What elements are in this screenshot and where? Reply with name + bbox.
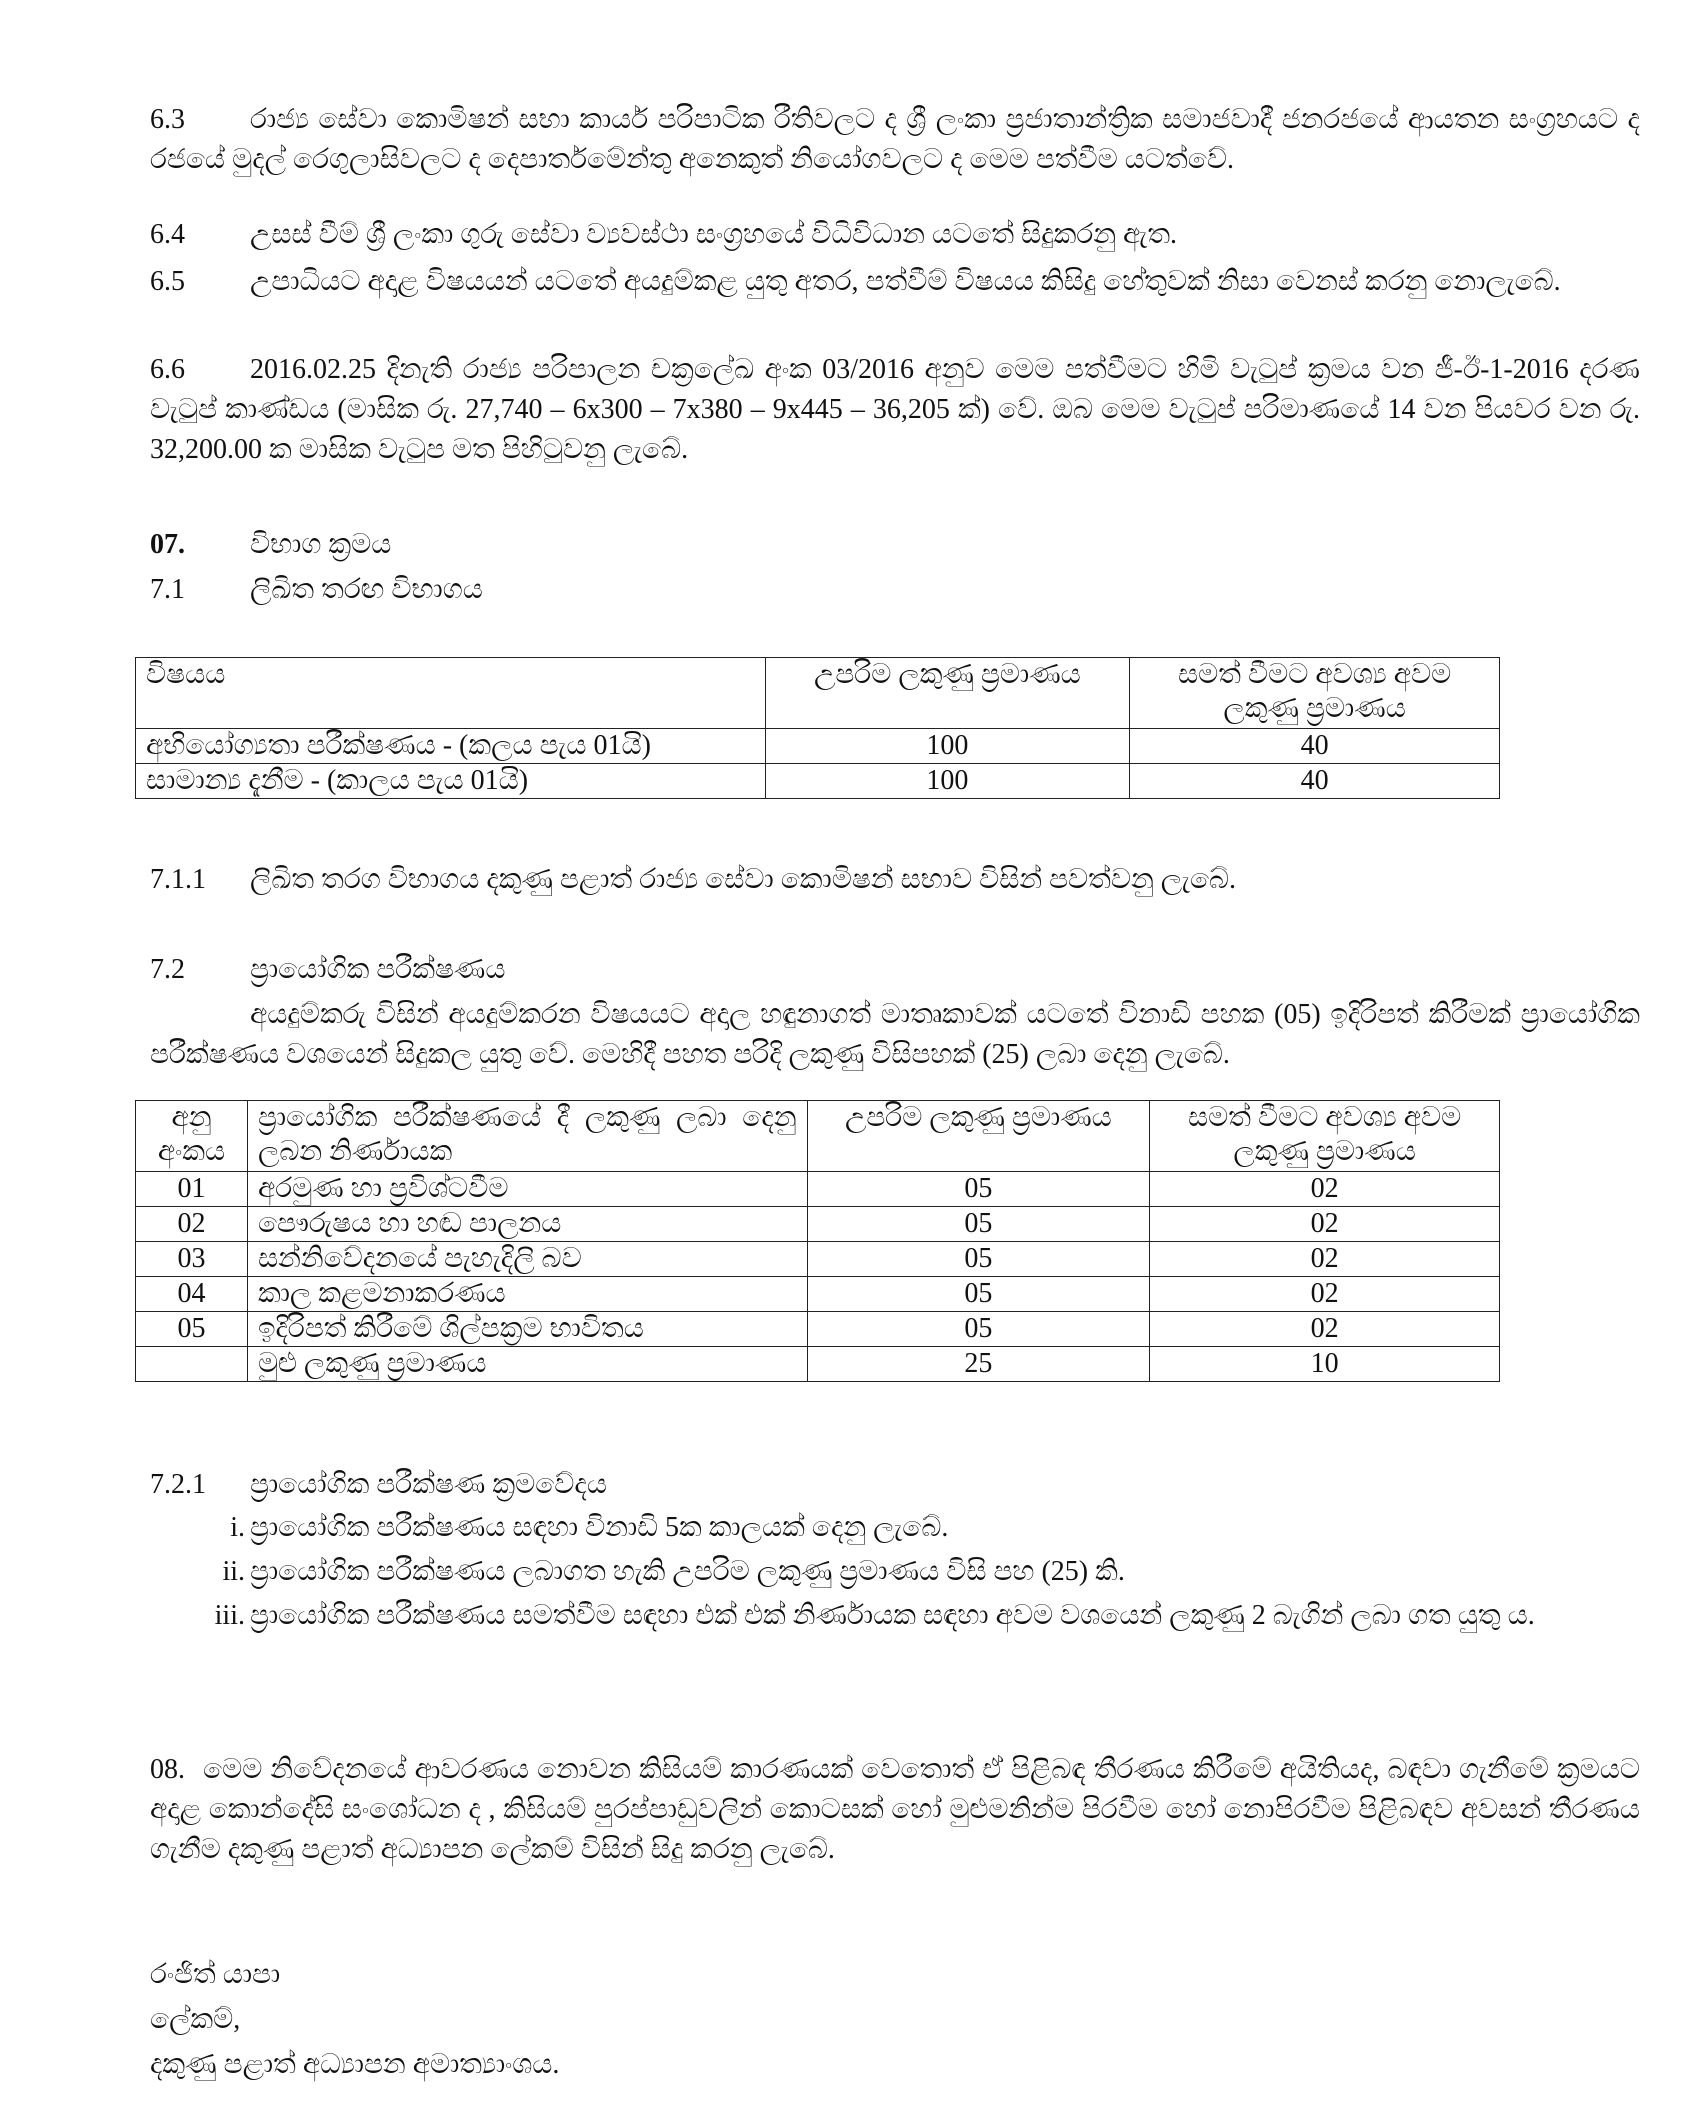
pass-marks-cell: 02	[1150, 1242, 1500, 1277]
section-7-2-1-heading	[150, 1465, 607, 1505]
signature-name: රංජිත් යාපා	[150, 1959, 281, 1990]
section-number: 7.2	[150, 954, 185, 985]
header-max-marks: උපරිම ලකුණු ප්‍රමාණය	[807, 1101, 1150, 1172]
subject-cell: අභියෝග්‍යතා පරීක්ෂණය - (කලය පැය 01යි)	[136, 729, 766, 764]
max-marks-cell: 05	[807, 1242, 1150, 1277]
criteria-cell: අරමුණ හා ප්‍රවිශ්ටවීම	[247, 1172, 807, 1207]
serial-cell	[136, 1347, 248, 1382]
table-total-row	[136, 1347, 1500, 1382]
section-6-6	[150, 350, 1640, 470]
list-item	[150, 1552, 1640, 1592]
header-max-marks: උපරිම ලකුණු ප්‍රමාණය	[765, 658, 1130, 729]
header-subject: විෂයය	[136, 658, 766, 729]
section-title: ප්‍රායෝගික පරීක්ෂණ ක්‍රමවේදය	[250, 1469, 607, 1500]
table-row	[136, 1242, 1500, 1277]
criteria-cell: පෞරුෂය හා හඬ පාලනය	[247, 1207, 807, 1242]
max-marks-cell: 05	[807, 1207, 1150, 1242]
signature-title: ලේකම්,	[150, 2004, 241, 2035]
max-marks-cell: 05	[807, 1172, 1150, 1207]
section-6-4	[150, 215, 1640, 255]
max-marks-cell: 25	[807, 1347, 1150, 1382]
section-07-heading	[150, 525, 391, 565]
table-header-row	[136, 1101, 1500, 1172]
section-08	[150, 1750, 1640, 1870]
section-number: 6.3	[150, 104, 185, 135]
section-6-5	[150, 262, 1640, 302]
practical-exam-table	[135, 1100, 1500, 1382]
criteria-cell: සන්නිවේදනයේ පැහැදිලි බව	[247, 1242, 807, 1277]
section-number: 7.1	[150, 574, 185, 605]
list-item-text: ප්‍රායෝගික පරීක්ෂණය ලබාගත හැකි උපරිම ලකුණු ප්‍රමාණය විසි පහ (25) කි.	[250, 1556, 1125, 1587]
section-title: විභාග ක්‍රමය	[250, 529, 392, 560]
section-number: 6.4	[150, 219, 185, 250]
section-7-1-1	[150, 860, 1236, 900]
section-text: රාජ්‍ය සේවා කොමිෂන් සභා කාර්ය පරිපාටික රීතිවලට ද ශ්‍රී ලංකා ප්‍රජාතාන්ත්‍රික සමාජවාදී ජනරජයේ ආයතන සංග්‍රහයට ද රජයේ මුදල් රෙගුලාසිවලට ද දෙපාර්තමේන්තු අනෙකුත් නියෝගවලට ද මෙම පත්වීම යටත්වේ.	[150, 104, 1640, 175]
subject-cell: සාමාන්‍ය දැනීම - (කාලය පැය 01යි)	[136, 764, 766, 799]
pass-marks-cell: 02	[1150, 1277, 1500, 1312]
pass-marks-cell: 02	[1150, 1207, 1500, 1242]
section-number: 6.6	[150, 354, 185, 385]
section-number: 7.1.1	[150, 864, 206, 895]
section-text: උපාධියට අදාළ විෂයයන් යටතේ අයදුම්කළ යුතු අතර, පත්වීම් විෂයය කිසිදු හේතුවක් නිසා වෙනස් කරනු නොලැබේ.	[250, 266, 1561, 297]
section-7-2-heading	[150, 950, 505, 990]
list-item	[150, 1596, 1640, 1686]
section-title: ලිඛිත තරඟ විභාගය	[250, 574, 483, 605]
section-6-3	[150, 100, 1640, 180]
table-row	[136, 764, 1500, 799]
max-marks-cell: 05	[807, 1312, 1150, 1347]
list-item	[150, 1508, 1640, 1548]
criteria-cell: ඉදිරිපත් කිරීමේ ශිල්පක්‍රම භාවිතය	[247, 1312, 807, 1347]
list-item-number: i.	[230, 1512, 245, 1543]
list-item-text: ප්‍රායෝගික පරීක්ෂණය සමත්වීම සඳහා එක් එක් නිර්ණායක සඳහා අවම වශයෙන් ලකුණු 2 බැගින් ලබා ගත යුතු ය.	[250, 1600, 1535, 1631]
criteria-cell: කාල කළමනාකරණය	[247, 1277, 807, 1312]
table-row	[136, 1277, 1500, 1312]
written-exam-table	[135, 657, 1500, 799]
serial-cell: 04	[136, 1277, 248, 1312]
signature-office: දකුණු පළාත් අධ්‍යාපන අමාත්‍යාංශය.	[150, 2049, 560, 2080]
header-pass-marks: සමත් වීමට අවශ්‍ය අවම ලකුණු ප්‍රමාණය	[1150, 1101, 1500, 1172]
table-row	[136, 1207, 1500, 1242]
pass-marks-cell: 40	[1130, 764, 1500, 799]
header-serial: අනු අංකය	[136, 1101, 248, 1172]
list-item-number: ii.	[222, 1556, 245, 1587]
max-marks-cell: 05	[807, 1277, 1150, 1312]
table-header-row	[136, 658, 1500, 729]
pass-marks-cell: 10	[1150, 1347, 1500, 1382]
serial-cell: 05	[136, 1312, 248, 1347]
section-title: ප්‍රායෝගික පරීක්ෂණය	[250, 954, 506, 985]
section-number: 08.	[150, 1754, 185, 1785]
pass-marks-cell: 40	[1130, 729, 1500, 764]
section-7-1-heading	[150, 570, 483, 610]
max-marks-cell: 100	[765, 729, 1130, 764]
section-number: 6.5	[150, 266, 185, 297]
section-text: ලිඛිත තරග විභාගය දකුණු පළාත් රාජ්‍ය සේවා කොමිෂන් සභාව විසින් පවත්වනු ලැබේ.	[250, 864, 1237, 895]
section-number: 07.	[150, 529, 185, 560]
table-row	[136, 1312, 1500, 1347]
serial-cell: 01	[136, 1172, 248, 1207]
list-item-text: ප්‍රායෝගික පරීක්ෂණය සඳහා විනාඩි 5ක කාලයක් දෙනු ලැබේ.	[250, 1512, 949, 1543]
serial-cell: 03	[136, 1242, 248, 1277]
criteria-cell: මුළු ලකුණු ප්‍රමාණය	[247, 1347, 807, 1382]
table-row	[136, 729, 1500, 764]
serial-cell: 02	[136, 1207, 248, 1242]
max-marks-cell: 100	[765, 764, 1130, 799]
pass-marks-cell: 02	[1150, 1312, 1500, 1347]
section-number: 7.2.1	[150, 1469, 206, 1500]
header-criteria: ප්‍රායෝගික පරීක්ෂණයේ දී ලකුණු ලබා දෙනු ලබන නිර්ණායක	[247, 1101, 807, 1172]
header-pass-marks: සමත් වීමට අවශ්‍ය අවම ලකුණු ප්‍රමාණය	[1130, 658, 1500, 729]
table-row	[136, 1172, 1500, 1207]
section-text: 2016.02.25 දිනැති රාජ්‍ය පරිපාලන චක්‍රලේඛ අංක 03/2016 අනුව මෙම පත්වීමට හිමි වැටුප් ක්‍රමය වන ජී-ඊ-1-2016 දරණ වැටුප් කාණ්ඩය (මාසික රු. 27,740 – 6x300 – 7x380 – 9x445 – 36,205 ක්) වේ. ඔබ මෙම වැටුප් පරිමාණයේ 14 වන පියවර වන රු. 32,200.00 ක මාසික වැටුප මත පිහිටුවනු ලැබේ.	[150, 354, 1640, 465]
section-text: උසස් වීම් ශ්‍රී ලංකා ගුරු සේවා ව්‍යවස්ථා සංග්‍රහයේ විධිවිධාන යටතේ සිදුකරනු ඇත.	[250, 219, 1178, 250]
pass-marks-cell: 02	[1150, 1172, 1500, 1207]
section-text: මෙම නිවේදනයේ ආවරණය නොවන කිසියම් කාරණයක් වෙතොත් ඒ පිළිබඳ තීරණය කිරීමේ අයිතියද, බඳවා ගැනීමේ ක්‍රමයට අදාළ කොන්දේසි සංශෝධන ද , කිසියම් පුරප්පාඩුවලින් කොටසක් හෝ මුළුමනින්ම පිරවීම හෝ නොපිරවීම පිළිබඳව අවසන් තීරණය ගැනීම දකුණු පළාත් අධ්‍යාපන ලේකම් විසින් සිදු කරනු ලැබේ.	[150, 1754, 1640, 1865]
list-item-number: iii.	[214, 1600, 245, 1631]
section-7-2-text: අයදුම්කරු විසින් අයදුම්කරන විෂයයට අදාල හඳුනාගත් මාතෘකාවක් යටතේ විනාඩි පහක (05) ඉදිරිපත් කිරීමක් ප්‍රායෝගික පරීක්ෂණය වශයෙන් සිදුකල යුතු වේ. මෙහිදී පහත පරිදි ලකුණු විසිපහක් (25) ලබා දෙනු ලැබේ.	[150, 999, 1640, 1070]
